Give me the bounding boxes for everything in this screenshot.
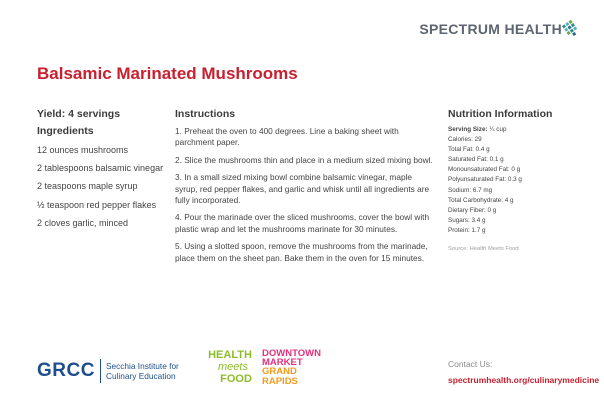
yield: Yield: 4 servings bbox=[37, 108, 121, 120]
ingredients-heading: Ingredients bbox=[37, 125, 94, 137]
instruction-step: 4. Pour the marinade over the sliced mushrooms, cover the bowl with plastic wrap and let the mushrooms marinate for 30 minutes. bbox=[175, 212, 430, 234]
nutrition-item: Sugars: 3.4 g bbox=[448, 216, 486, 224]
ingredient-item: 12 ounces mushrooms bbox=[37, 145, 129, 155]
grcc-logo bbox=[37, 359, 179, 383]
dmgr-line-2: MARKET bbox=[262, 357, 303, 369]
ingredient-item: 2 tablespoons balsamic vinegar bbox=[37, 163, 164, 174]
instruction-step: 1. Preheat the oven to 400 degrees. Line a baking sheet with parchment paper. bbox=[175, 126, 399, 148]
ingredients-column bbox=[37, 108, 167, 235]
nutrition-item: Total Carbohydrate: 4 g bbox=[448, 196, 514, 204]
nutrition-item: Polyunsaturated Fat: 0.3 g bbox=[448, 176, 522, 184]
hmf-line-3: FOOD bbox=[220, 373, 252, 385]
nutrition-heading: Nutrition Information bbox=[448, 108, 553, 120]
nutrition-item: Protein: 1.7 g bbox=[448, 226, 486, 234]
serving-size-value: ¼ cup bbox=[489, 126, 507, 133]
nutrition-column bbox=[448, 108, 578, 252]
dmgr-line-4: RAPIDS bbox=[262, 375, 298, 387]
recipe-title: Balsamic Marinated Mushrooms bbox=[37, 64, 298, 83]
serving-size-label: Serving Size: bbox=[448, 126, 488, 133]
nutrition-item: Monounsaturated Fat: 0 g bbox=[448, 166, 521, 174]
instructions-heading: Instructions bbox=[175, 108, 236, 120]
nutrition-list bbox=[448, 125, 578, 236]
dmgr-line-3: GRAND bbox=[262, 366, 297, 378]
nutrition-item: Total Fat: 0.4 g bbox=[448, 146, 490, 154]
nutrition-item: Calories: 29 bbox=[448, 136, 482, 144]
spectrum-health-mark-icon bbox=[560, 18, 584, 42]
serving-size bbox=[448, 125, 578, 135]
ingredient-item: 2 teaspoons maple syrup bbox=[37, 181, 138, 192]
nutrition-item: Dietary Fiber: 0 g bbox=[448, 206, 497, 214]
spectrum-health-logo bbox=[419, 22, 562, 36]
contact-block bbox=[448, 359, 599, 385]
grcc-subtitle bbox=[106, 361, 179, 381]
health-meets-food-logo bbox=[204, 349, 256, 385]
hmf-line-1: HEALTH bbox=[208, 349, 252, 361]
downtown-market-logo bbox=[262, 349, 321, 386]
instructions-column bbox=[175, 108, 435, 270]
ingredient-item: ½ teaspoon red pepper flakes bbox=[37, 199, 157, 210]
nutrition-source: Source: Health Meets Food bbox=[448, 246, 519, 253]
dmgr-line-1: DOWNTOWN bbox=[262, 348, 321, 359]
instruction-step: 3. In a small sized mixing bowl combine balsamic vinegar, maple syrup, red pepper flakes, and garlic and whisk until all ingredients are fully incorporated. bbox=[175, 172, 430, 206]
brand-name: SPECTRUM HEALTH bbox=[419, 21, 562, 37]
nutrition-item: Sodium: 6.7 mg bbox=[448, 186, 493, 194]
ingredient-item: 2 cloves garlic, minced bbox=[37, 217, 129, 228]
grcc-subtitle-line-2: Culinary Education bbox=[105, 371, 176, 381]
ingredients-list bbox=[37, 144, 167, 229]
instructions-list bbox=[175, 126, 435, 264]
contact-link[interactable]: spectrumhealth.org/culinarymedicine bbox=[448, 375, 600, 385]
nutrition-item: Saturated Fat: 0.1 g bbox=[448, 156, 504, 164]
instruction-step: 5. Using a slotted spoon, remove the mushrooms from the marinade, place them on the sheet pan. Bake them in the oven for 15 minutes. bbox=[175, 241, 428, 263]
grcc-subtitle-line-1: Secchia Institute for bbox=[105, 361, 179, 371]
contact-label: Contact Us: bbox=[448, 359, 493, 369]
instruction-step: 2. Slice the mushrooms thin and place in a medium sized mixing bowl. bbox=[175, 154, 433, 165]
grcc-wordmark: GRCC bbox=[37, 360, 95, 381]
hmf-line-2: meets bbox=[218, 361, 248, 373]
grcc-divider bbox=[100, 359, 101, 383]
